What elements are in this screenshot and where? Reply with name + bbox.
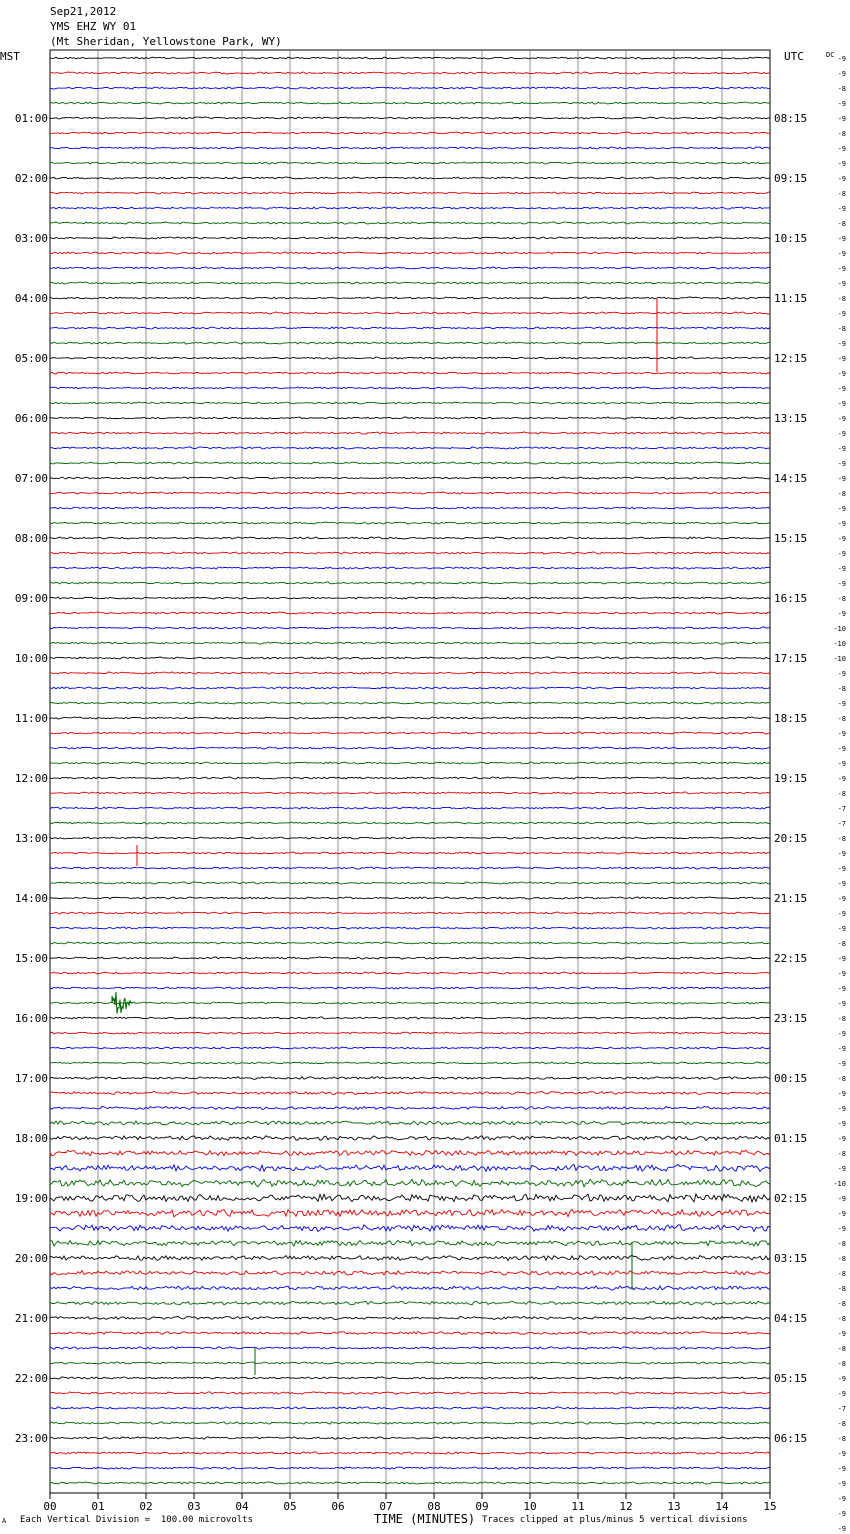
trace-row (50, 297, 770, 299)
trace-row (50, 72, 770, 74)
dc-offset-label: -9 (837, 970, 846, 978)
dc-offset-label: -8 (837, 1150, 846, 1158)
left-hour-label: 01:00 (14, 112, 48, 125)
right-hour-label: 21:15 (774, 892, 808, 905)
trace-row (50, 1194, 770, 1202)
x-tick-label: 11 (571, 1500, 585, 1513)
trace-row (50, 942, 770, 944)
dc-offset-label: -9 (837, 1375, 846, 1383)
trace-row (50, 882, 770, 884)
dc-offset-label: -8 (837, 1345, 846, 1353)
x-tick-label: 09 (475, 1500, 489, 1513)
dc-offset-label: -8 (837, 1270, 846, 1278)
left-hour-label: 21:00 (14, 1312, 48, 1325)
x-tick-label: 10 (523, 1500, 537, 1513)
dc-offset-label: -10 (833, 1180, 846, 1188)
right-hour-label: 03:15 (774, 1252, 808, 1265)
right-hour-label: 02:15 (774, 1192, 808, 1205)
right-hour-label: 13:15 (774, 412, 808, 425)
dc-offset-label: -9 (837, 235, 846, 243)
trace-row (50, 552, 770, 554)
left-hour-label: 09:00 (14, 592, 48, 605)
left-hour-label: 18:00 (14, 1132, 48, 1145)
trace-row (50, 732, 770, 734)
dc-offset-label: -9 (837, 850, 846, 858)
dc-offset-label: -9 (837, 355, 846, 363)
dc-offset-label: -8 (837, 1015, 846, 1023)
dc-offset-label: -8 (837, 190, 846, 198)
dc-offset-label: -9 (837, 1390, 846, 1398)
right-timezone-label: UTC (784, 50, 804, 63)
dc-offset-label: -9 (837, 1495, 846, 1503)
dc-offset-label: -8 (837, 1240, 846, 1248)
trace-row (50, 492, 770, 494)
trace-row (50, 1240, 770, 1246)
clip-note: Traces clipped at plus/minus 5 vertical divisions (482, 1515, 748, 1525)
trace-row (50, 462, 770, 464)
trace-row (50, 1271, 770, 1276)
right-hour-label: 12:15 (774, 352, 808, 365)
dc-offset-label: -9 (837, 880, 846, 888)
dc-offset-label: -9 (837, 250, 846, 258)
station-code: YMS EHZ WY 01 (50, 20, 137, 33)
dc-offset-label: -9 (837, 1000, 846, 1008)
dc-offset-label: -8 (837, 835, 846, 843)
trace-row (50, 627, 770, 629)
left-hour-label: 11:00 (14, 712, 48, 725)
trace-row (50, 537, 770, 539)
dc-offset-label: -8 (837, 1315, 846, 1323)
trace-row (50, 432, 770, 434)
right-hour-label: 05:15 (774, 1372, 808, 1385)
x-tick-label: 01 (91, 1500, 105, 1513)
x-tick-label: 06 (331, 1500, 345, 1513)
trace-row (50, 582, 770, 584)
right-hour-label: 20:15 (774, 832, 808, 845)
left-hour-label: 05:00 (14, 352, 48, 365)
dc-offset-label: -7 (837, 820, 846, 828)
dc-offset-label: -9 (837, 400, 846, 408)
dc-offset-label: -9 (837, 1195, 846, 1203)
dc-offset-label: -9 (837, 280, 846, 288)
x-tick-label: 14 (715, 1500, 729, 1513)
right-hour-label: 14:15 (774, 472, 808, 485)
left-timezone-label: MST (0, 50, 20, 63)
trace-row (50, 342, 770, 344)
trace-row (50, 1062, 770, 1064)
trace-row (50, 147, 770, 149)
trace-row (50, 1092, 770, 1095)
trace-row (50, 1286, 770, 1290)
x-tick-label: 13 (667, 1500, 681, 1513)
left-hour-label: 10:00 (14, 652, 48, 665)
x-tick-label: 08 (427, 1500, 441, 1513)
trace-row (50, 1017, 770, 1019)
left-hour-label: 12:00 (14, 772, 48, 785)
trace-row (50, 1077, 770, 1080)
dc-offset-label: -9 (837, 1210, 846, 1218)
trace-row (50, 1136, 770, 1141)
right-hour-label: 11:15 (774, 292, 808, 305)
dc-offset-label: -9 (837, 775, 846, 783)
dc-offset-label: -9 (837, 760, 846, 768)
dc-offset-label: -9 (837, 565, 846, 573)
dc-offset-label: -9 (837, 1165, 846, 1173)
right-hour-label: 23:15 (774, 1012, 808, 1025)
trace-row (50, 1467, 770, 1469)
left-hour-label: 08:00 (14, 532, 48, 545)
dc-offset-label: -9 (837, 550, 846, 558)
trace-row (50, 357, 770, 359)
dc-offset-label: -9 (837, 415, 846, 423)
dc-offset-label: -9 (837, 175, 846, 183)
trace-row (50, 417, 770, 419)
left-hour-label: 22:00 (14, 1372, 48, 1385)
dc-offset-label: -9 (837, 55, 846, 63)
trace-row (50, 612, 770, 614)
dc-offset-label: -7 (837, 805, 846, 813)
dc-offset-label: -10 (833, 655, 846, 663)
trace-row (50, 1392, 770, 1394)
trace-row (50, 1422, 770, 1424)
dc-offset-label: -8 (837, 490, 846, 498)
trace-row (50, 897, 770, 899)
dc-offset-label: -8 (837, 685, 846, 693)
trace-row (50, 1165, 770, 1172)
dc-offset-label: -9 (837, 1510, 846, 1518)
trace-row (50, 822, 770, 824)
dc-offset-label: -9 (837, 160, 846, 168)
dc-offset-label: -8 (837, 85, 846, 93)
dc-offset-label: -9 (837, 1120, 846, 1128)
dc-offset-label: -9 (837, 70, 846, 78)
dc-offset-label: -9 (837, 445, 846, 453)
trace-row (50, 1482, 770, 1484)
trace-row (50, 282, 770, 284)
trace-row (50, 807, 770, 809)
trace-row (50, 1347, 770, 1350)
trace-row (50, 162, 770, 164)
trace-row (50, 387, 770, 389)
dc-offset-label: -9 (837, 1225, 846, 1233)
trace-row (50, 1407, 770, 1409)
trace-row (50, 312, 770, 314)
dc-offset-label: -7 (837, 1405, 846, 1413)
trace-row (50, 702, 770, 704)
trace-row (50, 1047, 770, 1049)
dc-offset-label: -9 (837, 865, 846, 873)
dc-offset-label: -9 (837, 460, 846, 468)
trace-row (50, 1002, 770, 1004)
right-hour-label: 15:15 (774, 532, 808, 545)
trace-row (50, 1437, 770, 1439)
trace-row (50, 1209, 770, 1216)
dc-offset-label: -9 (837, 520, 846, 528)
left-hour-label: 13:00 (14, 832, 48, 845)
dc-offset-label: -8 (837, 595, 846, 603)
x-tick-label: 02 (139, 1500, 153, 1513)
trace-row (50, 507, 770, 509)
dc-offset-label: -9 (837, 385, 846, 393)
dc-offset-label: -9 (837, 310, 846, 318)
dc-offset-label: -9 (837, 895, 846, 903)
dc-offset-label: -8 (837, 940, 846, 948)
dc-offset-label: -9 (837, 1525, 846, 1533)
dc-offset-label: -9 (837, 610, 846, 618)
x-tick-label: 00 (43, 1500, 57, 1513)
x-tick-label: 15 (763, 1500, 777, 1513)
station-location: (Mt Sheridan, Yellowstone Park, WY) (50, 35, 282, 48)
trace-row (50, 762, 770, 764)
trace-row (50, 1179, 770, 1186)
trace-row (50, 1255, 770, 1260)
left-hour-label: 16:00 (14, 1012, 48, 1025)
left-hour-label: 03:00 (14, 232, 48, 245)
trace-row (50, 207, 770, 209)
dc-label: DC (826, 51, 835, 59)
trace-row (50, 987, 770, 989)
dc-offset-label: -9 (837, 1480, 846, 1488)
dc-offset-label: -9 (837, 670, 846, 678)
dc-offset-label: -8 (837, 130, 846, 138)
dc-offset-label: -8 (837, 1285, 846, 1293)
dc-offset-label: -8 (837, 295, 846, 303)
trace-row (50, 957, 770, 959)
trace-row (50, 372, 770, 374)
trace-row (50, 447, 770, 449)
dc-offset-label: -9 (837, 580, 846, 588)
dc-offset-label: -10 (833, 625, 846, 633)
x-tick-label: 04 (235, 1500, 249, 1513)
x-tick-label: 07 (379, 1500, 393, 1513)
dc-offset-label: -9 (837, 370, 846, 378)
dc-offset-label: -8 (837, 1255, 846, 1263)
left-hour-label: 19:00 (14, 1192, 48, 1205)
trace-row (50, 1106, 770, 1109)
trace-row (50, 927, 770, 929)
trace-row (50, 657, 770, 659)
dc-offset-label: -9 (837, 985, 846, 993)
trace-row (50, 1316, 770, 1319)
trace-row (50, 192, 770, 194)
dc-offset-label: -9 (837, 745, 846, 753)
left-hour-label: 07:00 (14, 472, 48, 485)
left-hour-label: 15:00 (14, 952, 48, 965)
right-hour-label: 18:15 (774, 712, 808, 725)
x-axis-title: TIME (MINUTES) (374, 1512, 476, 1526)
dc-offset-label: -9 (837, 1105, 846, 1113)
trace-row (50, 1377, 770, 1379)
plot-frame (50, 50, 770, 1493)
trace-row (50, 597, 770, 599)
trace-row (50, 777, 770, 779)
right-hour-label: 19:15 (774, 772, 808, 785)
trace-row (50, 252, 770, 254)
dc-offset-label: -9 (837, 1030, 846, 1038)
trace-row (50, 672, 770, 674)
dc-offset-label: -8 (837, 1300, 846, 1308)
trace-row (50, 837, 770, 839)
dc-offset-label: -8 (837, 1420, 846, 1428)
right-hour-label: 09:15 (774, 172, 808, 185)
trace-row (50, 1225, 770, 1232)
dc-offset-label: -8 (837, 1360, 846, 1368)
trace-row (50, 1452, 770, 1454)
dc-offset-label: -9 (837, 730, 846, 738)
trace-row (50, 87, 770, 89)
dc-offset-label: -9 (837, 115, 846, 123)
trace-row (50, 1121, 770, 1125)
dc-offset-label: -9 (837, 1045, 846, 1053)
trace-row (50, 57, 770, 59)
dc-offset-label: -9 (837, 1465, 846, 1473)
trace-row (50, 717, 770, 719)
trace-row (50, 1362, 770, 1364)
dc-offset-label: -9 (837, 535, 846, 543)
dc-offset-label: -9 (837, 1060, 846, 1068)
right-hour-label: 00:15 (774, 1072, 808, 1085)
dc-offset-label: -9 (837, 430, 846, 438)
right-hour-label: 22:15 (774, 952, 808, 965)
trace-row (50, 912, 770, 914)
dc-offset-label: -8 (837, 325, 846, 333)
trace-row (50, 1301, 770, 1305)
x-tick-label: 05 (283, 1500, 297, 1513)
dc-offset-label: -9 (837, 475, 846, 483)
trace-row (50, 267, 770, 269)
trace-row (50, 237, 770, 239)
left-hour-label: 04:00 (14, 292, 48, 305)
trace-row (50, 222, 770, 224)
trace-row (50, 117, 770, 119)
left-hour-label: 14:00 (14, 892, 48, 905)
right-hour-label: 04:15 (774, 1312, 808, 1325)
dc-offset-label: -9 (837, 265, 846, 273)
dc-offset-label: -9 (837, 505, 846, 513)
trace-row (50, 972, 770, 974)
dc-offset-label: -8 (837, 1075, 846, 1083)
dc-offset-label: -9 (837, 145, 846, 153)
left-hour-label: 06:00 (14, 412, 48, 425)
dc-offset-label: -8 (837, 220, 846, 228)
dc-offset-label: -9 (837, 1450, 846, 1458)
trace-row (50, 747, 770, 749)
dc-offset-label: -9 (837, 1090, 846, 1098)
dc-offset-label: -10 (833, 640, 846, 648)
dc-offset-label: -9 (837, 955, 846, 963)
trace-row (50, 1332, 770, 1335)
right-hour-label: 10:15 (774, 232, 808, 245)
trace-row (50, 1032, 770, 1034)
right-hour-label: 17:15 (774, 652, 808, 665)
left-hour-label: 23:00 (14, 1432, 48, 1445)
trace-row (50, 477, 770, 479)
dc-offset-label: -9 (837, 340, 846, 348)
dc-offset-label: -9 (837, 205, 846, 213)
dc-offset-label: -9 (837, 1135, 846, 1143)
trace-row (50, 867, 770, 869)
dc-offset-label: -9 (837, 700, 846, 708)
right-hour-label: 06:15 (774, 1432, 808, 1445)
left-hour-label: 17:00 (14, 1072, 48, 1085)
trace-row (50, 402, 770, 404)
left-hour-label: 20:00 (14, 1252, 48, 1265)
right-hour-label: 16:15 (774, 592, 808, 605)
x-tick-label: 03 (187, 1500, 201, 1513)
dc-offset-label: -8 (837, 715, 846, 723)
dc-offset-label: -8 (837, 1435, 846, 1443)
trace-row (50, 522, 770, 524)
dc-offset-label: -8 (837, 790, 846, 798)
dc-offset-label: -9 (837, 910, 846, 918)
chart-date: Sep21,2012 (50, 5, 117, 18)
dc-offset-label: -9 (837, 925, 846, 933)
corner-mark: A (2, 1517, 7, 1525)
trace-row (50, 102, 770, 104)
trace-row (50, 687, 770, 689)
x-tick-label: 12 (619, 1500, 633, 1513)
trace-row (50, 567, 770, 569)
trace-row (50, 642, 770, 644)
trace-row (50, 852, 770, 854)
dc-offset-label: -9 (837, 1330, 846, 1338)
left-hour-label: 02:00 (14, 172, 48, 185)
right-hour-label: 01:15 (774, 1132, 808, 1145)
trace-row (50, 132, 770, 134)
scale-note: Each Vertical Division = 100.00 microvolts (20, 1515, 253, 1525)
right-hour-label: 08:15 (774, 112, 808, 125)
trace-row (50, 792, 770, 794)
trace-row (50, 177, 770, 179)
trace-row (50, 1150, 770, 1156)
dc-offset-label: -9 (837, 100, 846, 108)
trace-row (50, 327, 770, 329)
